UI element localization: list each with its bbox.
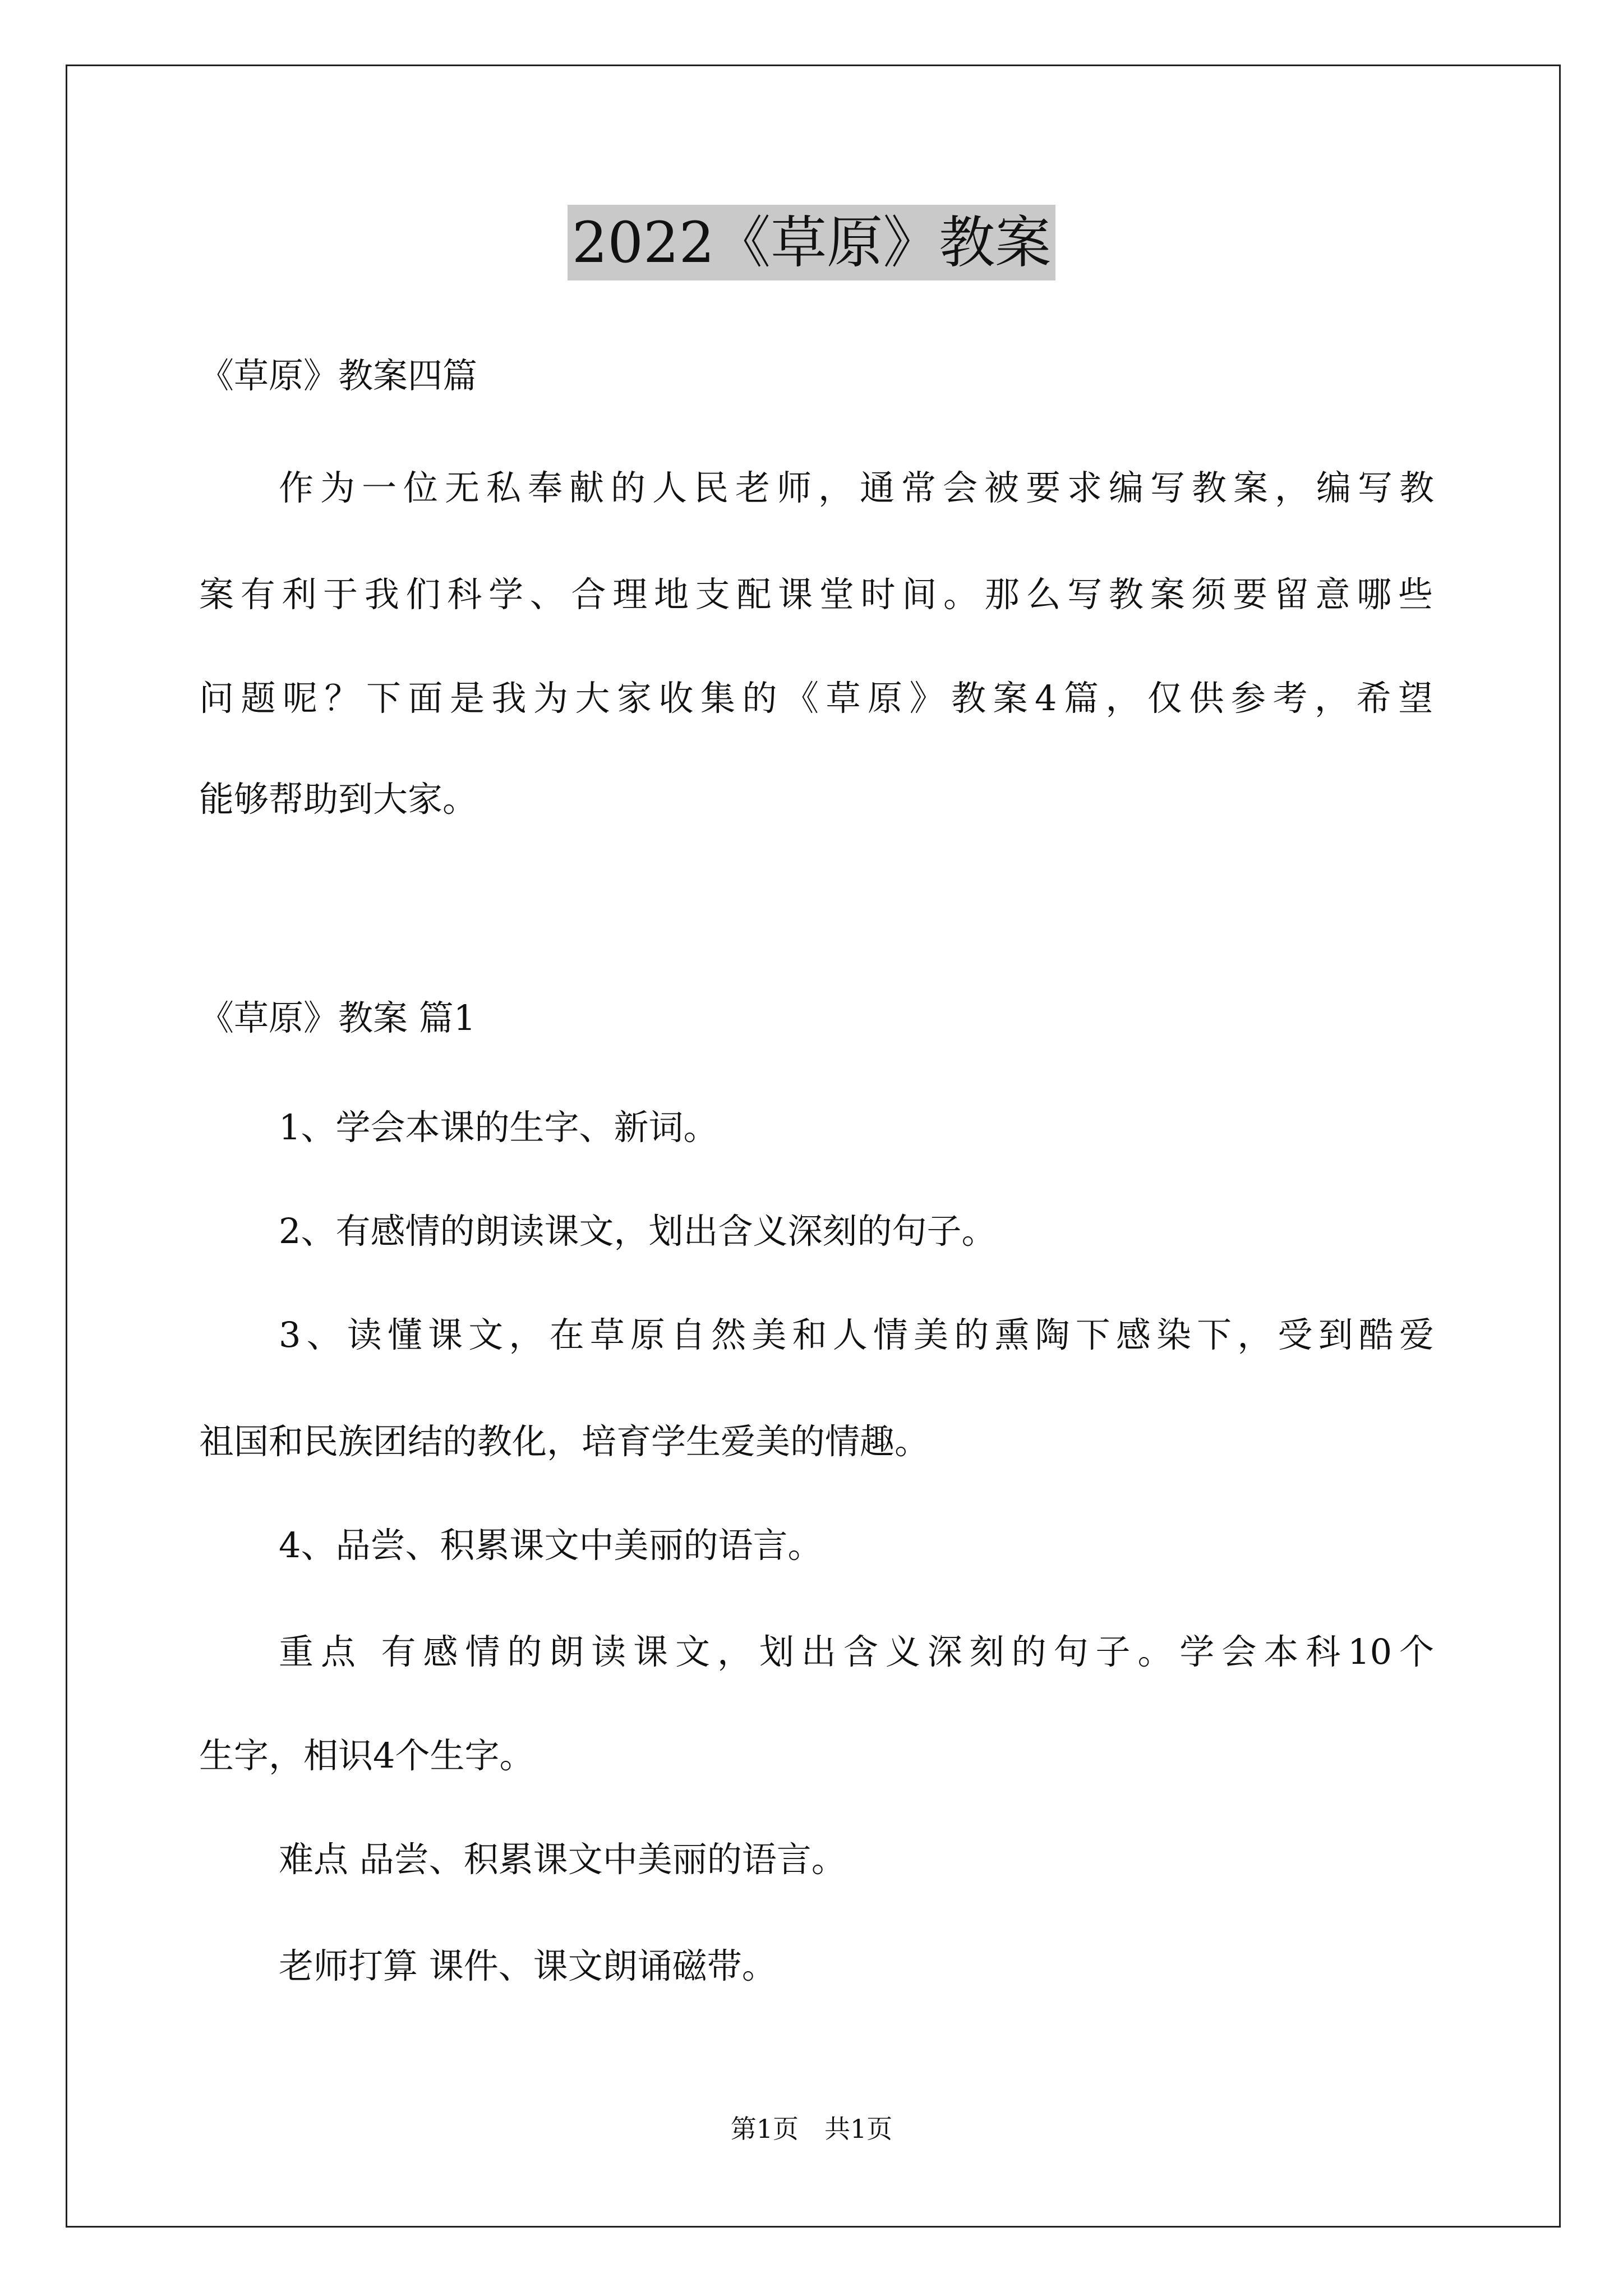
intro-line-3: 问题呢？下面是我为大家收集的《草原》教案4篇，仅供参考，希望 [199,678,1433,719]
title-container [0,205,1623,280]
objective-item-3-line-2: 祖国和民族团结的教化，培育学生爱美的情趣。 [199,1421,930,1462]
page-footer: 第1页 共1页 [730,2114,893,2144]
preparation-line: 老师打算 课件、课文朗诵磁带。 [279,1945,777,1986]
difficulty-line: 难点 品尝、积累课文中美丽的语言。 [279,1839,846,1880]
intro-line-2: 案有利于我们科学、合理地支配课堂时间。那么写教案须要留意哪些 [199,574,1433,615]
intro-line-1: 作为一位无私奉献的人民老师，通常会被要求编写教案，编写教 [279,467,1434,508]
section-heading: 《草原》教案 篇1 [199,997,476,1038]
objective-item-3-line-1: 3、读懂课文，在草原自然美和人情美的熏陶下感染下，受到酷爱 [279,1314,1434,1355]
key-point-line-2: 生字，相识4个生字。 [199,1735,534,1776]
document-title: 2022《草原》教案 [568,205,1056,280]
subtitle: 《草原》教案四篇 [199,355,478,396]
key-point-line-1: 重点 有感情的朗读课文，划出含义深刻的句子。学会本科10个 [279,1631,1434,1672]
intro-line-4: 能够帮助到大家。 [199,779,478,820]
objective-item-1: 1、学会本课的生字、新词。 [279,1107,718,1148]
objective-item-4: 4、品尝、积累课文中美丽的语言。 [279,1525,823,1566]
objective-item-2: 2、有感情的朗读课文，划出含义深刻的句子。 [279,1211,997,1251]
